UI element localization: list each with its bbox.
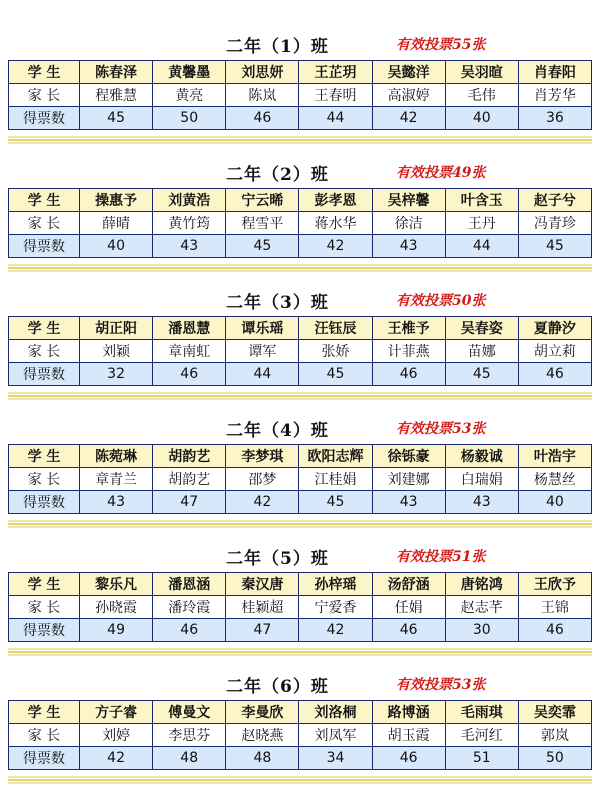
row-header-label: 家 长 <box>9 212 80 235</box>
student-name-cell: 宁云晞 <box>226 189 299 212</box>
parent-name-cell: 蒋水华 <box>299 212 372 235</box>
vote-count-cell: 42 <box>226 491 299 514</box>
row-header-label: 家 长 <box>9 468 80 491</box>
class-name: 二年（6）班 <box>226 677 329 697</box>
student-name-cell: 潘恩慧 <box>153 317 226 340</box>
parent-row <box>9 724 592 747</box>
student-row <box>9 701 592 724</box>
row-header-label: 学 生 <box>9 61 80 84</box>
parent-row <box>9 468 592 491</box>
section-header <box>8 32 592 60</box>
row-header-label: 得票数 <box>9 363 80 386</box>
vote-count-cell: 32 <box>80 363 153 386</box>
vote-table <box>8 60 592 130</box>
row-header-label: 家 长 <box>9 340 80 363</box>
class-name: 二年（4）班 <box>226 421 329 441</box>
parent-name-cell: 刘颖 <box>80 340 153 363</box>
student-row <box>9 61 592 84</box>
student-name-cell: 胡正阳 <box>80 317 153 340</box>
vote-count-cell: 45 <box>518 235 591 258</box>
student-name-cell: 陈菀琳 <box>80 445 153 468</box>
student-name-cell: 徐铄豪 <box>372 445 445 468</box>
parent-row <box>9 212 592 235</box>
vote-count-cell: 42 <box>80 747 153 770</box>
student-name-cell: 李曼欣 <box>226 701 299 724</box>
vote-count-cell: 51 <box>445 747 518 770</box>
student-name-cell: 吴梓馨 <box>372 189 445 212</box>
vote-table <box>8 572 592 642</box>
parent-name-cell: 张娇 <box>299 340 372 363</box>
vote-count-cell: 40 <box>518 491 591 514</box>
vote-table <box>8 188 592 258</box>
section-divider <box>8 648 592 658</box>
parent-name-cell: 高淑婷 <box>372 84 445 107</box>
student-name-cell: 彭孝恩 <box>299 189 372 212</box>
votes-row <box>9 107 592 130</box>
student-name-cell: 路博涵 <box>372 701 445 724</box>
valid-votes-count: 有效投票53张 <box>396 677 486 693</box>
parent-name-cell: 计菲燕 <box>372 340 445 363</box>
parent-name-cell: 章南虹 <box>153 340 226 363</box>
student-name-cell: 秦汉唐 <box>226 573 299 596</box>
parent-name-cell: 赵志芊 <box>445 596 518 619</box>
vote-count-cell: 50 <box>153 107 226 130</box>
parent-name-cell: 薛晴 <box>80 212 153 235</box>
row-header-label: 家 长 <box>9 596 80 619</box>
section-header <box>8 672 592 700</box>
vote-table <box>8 316 592 386</box>
class-name: 二年（2）班 <box>226 165 329 185</box>
valid-votes-count: 有效投票53张 <box>396 421 486 437</box>
vote-count-cell: 43 <box>445 491 518 514</box>
vote-count-cell: 40 <box>445 107 518 130</box>
parent-name-cell: 胡立莉 <box>518 340 591 363</box>
parent-name-cell: 胡韵艺 <box>153 468 226 491</box>
vote-count-cell: 43 <box>80 491 153 514</box>
student-row <box>9 445 592 468</box>
student-name-cell: 陈春泽 <box>80 61 153 84</box>
class-name: 二年（1）班 <box>226 37 329 57</box>
parent-name-cell: 毛伟 <box>445 84 518 107</box>
vote-count-cell: 47 <box>226 619 299 642</box>
vote-count-cell: 42 <box>299 619 372 642</box>
student-name-cell: 黎乐凡 <box>80 573 153 596</box>
student-name-cell: 汤舒涵 <box>372 573 445 596</box>
student-name-cell: 谭乐瑶 <box>226 317 299 340</box>
parent-name-cell: 毛河红 <box>445 724 518 747</box>
votes-row <box>9 235 592 258</box>
section-header <box>8 544 592 572</box>
student-name-cell: 刘思妍 <box>226 61 299 84</box>
valid-votes-count: 有效投票50张 <box>396 293 486 309</box>
row-header-label: 得票数 <box>9 491 80 514</box>
student-name-cell: 方子睿 <box>80 701 153 724</box>
parent-name-cell: 邵梦 <box>226 468 299 491</box>
votes-row <box>9 363 592 386</box>
student-name-cell: 李梦琪 <box>226 445 299 468</box>
student-name-cell: 吴春姿 <box>445 317 518 340</box>
vote-count-cell: 43 <box>153 235 226 258</box>
vote-count-cell: 44 <box>226 363 299 386</box>
row-header-label: 家 长 <box>9 84 80 107</box>
parent-name-cell: 白瑞娟 <box>445 468 518 491</box>
parent-name-cell: 刘建娜 <box>372 468 445 491</box>
student-name-cell: 杨毅诚 <box>445 445 518 468</box>
student-name-cell: 肖春阳 <box>518 61 591 84</box>
valid-votes-count: 有效投票51张 <box>396 549 486 565</box>
vote-count-cell: 46 <box>372 747 445 770</box>
student-row <box>9 573 592 596</box>
vote-count-cell: 47 <box>153 491 226 514</box>
parent-name-cell: 江桂娟 <box>299 468 372 491</box>
row-header-label: 学 生 <box>9 189 80 212</box>
vote-count-cell: 48 <box>153 747 226 770</box>
parent-name-cell: 王春明 <box>299 84 372 107</box>
section-divider <box>8 136 592 146</box>
vote-count-cell: 45 <box>80 107 153 130</box>
vote-count-cell: 46 <box>153 363 226 386</box>
row-header-label: 学 生 <box>9 701 80 724</box>
parent-name-cell: 冯青珍 <box>518 212 591 235</box>
votes-row <box>9 747 592 770</box>
student-name-cell: 胡韵艺 <box>153 445 226 468</box>
parent-name-cell: 徐洁 <box>372 212 445 235</box>
parent-name-cell: 黄竹筠 <box>153 212 226 235</box>
vote-count-cell: 46 <box>153 619 226 642</box>
student-name-cell: 操惠予 <box>80 189 153 212</box>
parent-row <box>9 340 592 363</box>
parent-name-cell: 潘玲霞 <box>153 596 226 619</box>
section-divider <box>8 392 592 402</box>
row-header-label: 得票数 <box>9 235 80 258</box>
student-name-cell: 王芷玥 <box>299 61 372 84</box>
row-header-label: 得票数 <box>9 747 80 770</box>
row-header-label: 学 生 <box>9 573 80 596</box>
student-name-cell: 刘洛桐 <box>299 701 372 724</box>
votes-row <box>9 491 592 514</box>
parent-name-cell: 苗娜 <box>445 340 518 363</box>
vote-count-cell: 45 <box>299 491 372 514</box>
vote-count-cell: 43 <box>372 491 445 514</box>
section-divider <box>8 776 592 786</box>
section-divider <box>8 520 592 530</box>
vote-table <box>8 444 592 514</box>
parent-name-cell: 杨慧丝 <box>518 468 591 491</box>
student-name-cell: 汪钰辰 <box>299 317 372 340</box>
valid-votes-count: 有效投票55张 <box>396 37 486 53</box>
class-section <box>8 274 592 404</box>
vote-count-cell: 44 <box>299 107 372 130</box>
vote-count-cell: 49 <box>80 619 153 642</box>
student-name-cell: 欧阳志辉 <box>299 445 372 468</box>
vote-count-cell: 50 <box>518 747 591 770</box>
vote-count-cell: 43 <box>372 235 445 258</box>
vote-table <box>8 700 592 770</box>
row-header-label: 得票数 <box>9 107 80 130</box>
student-name-cell: 毛雨琪 <box>445 701 518 724</box>
row-header-label: 家 长 <box>9 724 80 747</box>
vote-count-cell: 34 <box>299 747 372 770</box>
parent-name-cell: 孙晓霞 <box>80 596 153 619</box>
student-name-cell: 赵子兮 <box>518 189 591 212</box>
parent-row <box>9 596 592 619</box>
vote-count-cell: 46 <box>372 619 445 642</box>
vote-count-cell: 45 <box>299 363 372 386</box>
section-header <box>8 416 592 444</box>
parent-name-cell: 宁爱香 <box>299 596 372 619</box>
parent-row <box>9 84 592 107</box>
parent-name-cell: 刘婷 <box>80 724 153 747</box>
votes-row <box>9 619 592 642</box>
student-name-cell: 孙梓瑶 <box>299 573 372 596</box>
vote-count-cell: 45 <box>226 235 299 258</box>
parent-name-cell: 郭岚 <box>518 724 591 747</box>
student-name-cell: 傅曼文 <box>153 701 226 724</box>
vote-count-cell: 44 <box>445 235 518 258</box>
valid-votes-count: 有效投票49张 <box>396 165 486 181</box>
parent-name-cell: 李思芬 <box>153 724 226 747</box>
parent-name-cell: 刘凤军 <box>299 724 372 747</box>
student-name-cell: 吴羽暄 <box>445 61 518 84</box>
class-section <box>8 658 592 788</box>
section-divider <box>8 264 592 274</box>
row-header-label: 学 生 <box>9 317 80 340</box>
parent-name-cell: 胡玉霞 <box>372 724 445 747</box>
parent-name-cell: 赵晓燕 <box>226 724 299 747</box>
class-section <box>8 146 592 276</box>
vote-count-cell: 42 <box>372 107 445 130</box>
parent-name-cell: 黄亮 <box>153 84 226 107</box>
student-row <box>9 317 592 340</box>
parent-name-cell: 桂颖超 <box>226 596 299 619</box>
student-name-cell: 潘恩涵 <box>153 573 226 596</box>
row-header-label: 得票数 <box>9 619 80 642</box>
parent-name-cell: 陈岚 <box>226 84 299 107</box>
section-header <box>8 160 592 188</box>
class-section <box>8 530 592 660</box>
class-section <box>8 18 592 148</box>
vote-count-cell: 46 <box>518 363 591 386</box>
student-name-cell: 叶浩宇 <box>518 445 591 468</box>
vote-count-cell: 40 <box>80 235 153 258</box>
vote-count-cell: 46 <box>372 363 445 386</box>
student-name-cell: 刘黄浩 <box>153 189 226 212</box>
vote-count-cell: 30 <box>445 619 518 642</box>
parent-name-cell: 程雪平 <box>226 212 299 235</box>
vote-count-cell: 42 <box>299 235 372 258</box>
student-name-cell: 黄馨墨 <box>153 61 226 84</box>
student-name-cell: 叶含玉 <box>445 189 518 212</box>
class-name: 二年（3）班 <box>226 293 329 313</box>
class-section <box>8 402 592 532</box>
parent-name-cell: 王锦 <box>518 596 591 619</box>
parent-name-cell: 谭军 <box>226 340 299 363</box>
student-name-cell: 唐铭鸿 <box>445 573 518 596</box>
student-name-cell: 王椎予 <box>372 317 445 340</box>
student-name-cell: 王欣予 <box>518 573 591 596</box>
vote-count-cell: 36 <box>518 107 591 130</box>
parent-name-cell: 任娟 <box>372 596 445 619</box>
vote-count-cell: 46 <box>226 107 299 130</box>
parent-name-cell: 程雅慧 <box>80 84 153 107</box>
vote-count-cell: 48 <box>226 747 299 770</box>
parent-name-cell: 肖芳华 <box>518 84 591 107</box>
section-header <box>8 288 592 316</box>
class-name: 二年（5）班 <box>226 549 329 569</box>
parent-name-cell: 章青兰 <box>80 468 153 491</box>
vote-count-cell: 46 <box>518 619 591 642</box>
parent-name-cell: 王丹 <box>445 212 518 235</box>
vote-count-cell: 45 <box>445 363 518 386</box>
student-name-cell: 吴奕霏 <box>518 701 591 724</box>
row-header-label: 学 生 <box>9 445 80 468</box>
student-row <box>9 189 592 212</box>
student-name-cell: 吴懿洋 <box>372 61 445 84</box>
student-name-cell: 夏静汐 <box>518 317 591 340</box>
